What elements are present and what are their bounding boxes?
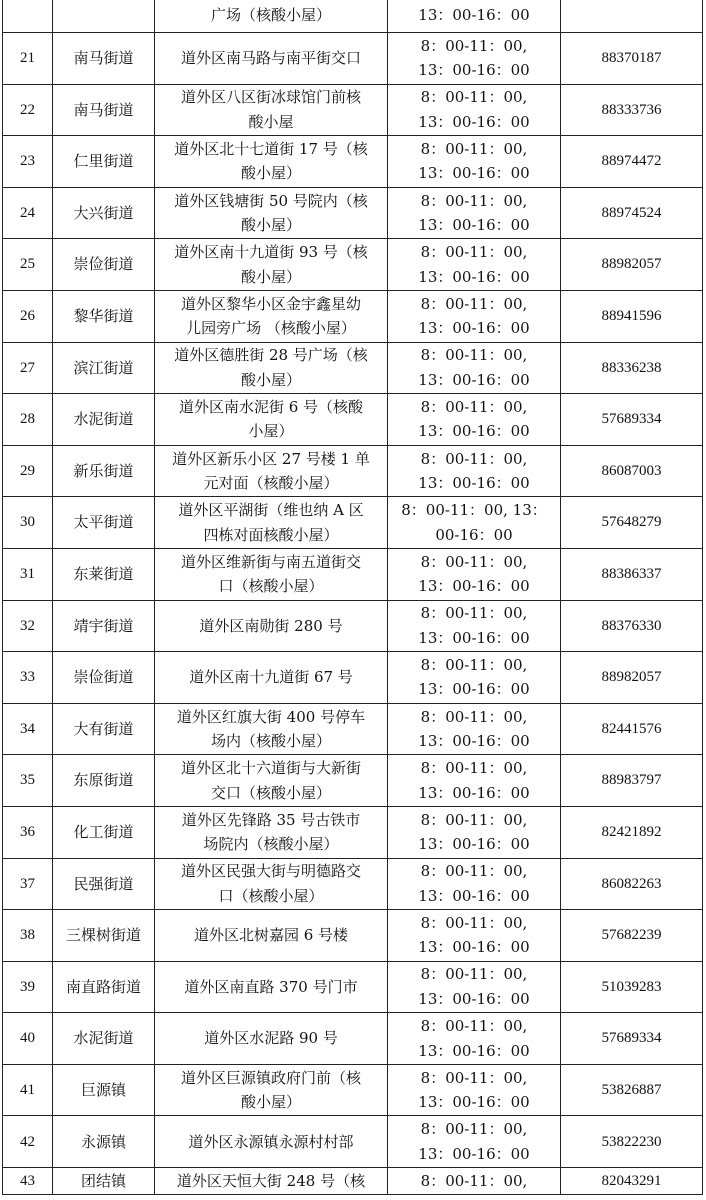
contact-phone: 82421892 bbox=[561, 806, 703, 858]
hours-line: 8：00-11：00, bbox=[420, 346, 528, 365]
table-row bbox=[3, 84, 703, 136]
street-name: 永源镇 bbox=[53, 1116, 155, 1168]
testing-address bbox=[155, 445, 388, 497]
contact-phone: 53826887 bbox=[561, 1064, 703, 1116]
hours-line: 13：00-16：00 bbox=[418, 577, 530, 596]
address-line: 道外区平湖街（维也纳 A 区 bbox=[178, 501, 364, 520]
street-name: 靖宇街道 bbox=[53, 600, 155, 652]
street-name: 水泥街道 bbox=[53, 394, 155, 446]
testing-address bbox=[155, 600, 388, 652]
row-number: 22 bbox=[3, 84, 53, 136]
contact-phone: 88983797 bbox=[561, 755, 703, 807]
table-row bbox=[3, 961, 703, 1013]
address-line: 酸小屋） bbox=[240, 216, 301, 235]
service-hours bbox=[388, 910, 561, 962]
contact-phone: 82441576 bbox=[561, 703, 703, 755]
contact-phone bbox=[561, 0, 703, 33]
address-line: 酸小屋） bbox=[240, 164, 301, 183]
table-row bbox=[3, 1168, 703, 1195]
hours-line: 8：00-11：00, bbox=[420, 913, 528, 932]
contact-phone: 88376330 bbox=[561, 600, 703, 652]
row-number: 38 bbox=[3, 910, 53, 962]
table-row bbox=[3, 1064, 703, 1116]
address-line: 道外区黎华小区金宇鑫星幼 bbox=[180, 294, 361, 313]
hours-line: 8：00-11：00, bbox=[420, 1017, 528, 1036]
street-name: 南直路街道 bbox=[53, 961, 155, 1013]
contact-phone: 88386337 bbox=[561, 548, 703, 600]
service-hours bbox=[388, 136, 561, 188]
row-number: 32 bbox=[3, 600, 53, 652]
testing-address bbox=[155, 1116, 388, 1168]
street-name: 太平街道 bbox=[53, 497, 155, 549]
row-number: 43 bbox=[3, 1168, 53, 1195]
street-name: 大有街道 bbox=[53, 703, 155, 755]
address-line: 酸小屋） bbox=[240, 1093, 301, 1112]
hours-line: 13：00-16：00 bbox=[418, 1144, 530, 1163]
address-line: 元对面（核酸小屋） bbox=[203, 474, 339, 493]
address-line: 道外区天恒大街 248 号（核 bbox=[176, 1171, 366, 1190]
testing-address bbox=[155, 703, 388, 755]
table-row bbox=[3, 806, 703, 858]
address-line: 四栋对面核酸小屋） bbox=[203, 525, 339, 544]
contact-phone: 88941596 bbox=[561, 290, 703, 342]
row-number: 27 bbox=[3, 342, 53, 394]
hours-line: 8：00-11：00, bbox=[420, 862, 528, 881]
contact-phone: 86087003 bbox=[561, 445, 703, 497]
service-hours bbox=[388, 548, 561, 600]
service-hours bbox=[388, 84, 561, 136]
service-hours bbox=[388, 755, 561, 807]
hours-line: 8：00-11：00, bbox=[420, 604, 528, 623]
service-hours bbox=[388, 497, 561, 549]
hours-line: 13：00-16：00 bbox=[418, 628, 530, 647]
service-hours bbox=[388, 445, 561, 497]
hours-line: 8：00-11：00, 13： bbox=[401, 501, 547, 520]
address-line: 道外区南十九道街 67 号 bbox=[189, 668, 353, 687]
testing-address bbox=[155, 136, 388, 188]
contact-phone: 88336238 bbox=[561, 342, 703, 394]
address-line: 道外区钱塘街 50 号院内（核 bbox=[174, 191, 368, 210]
street-name: 滨江街道 bbox=[53, 342, 155, 394]
contact-phone: 88974472 bbox=[561, 136, 703, 188]
address-line: 道外区水泥路 90 号 bbox=[204, 1029, 338, 1048]
hours-line: 13：00-16：00 bbox=[418, 680, 530, 699]
hours-line: 13：00-16：00 bbox=[418, 732, 530, 751]
street-name: 大兴街道 bbox=[53, 187, 155, 239]
contact-phone: 88333736 bbox=[561, 84, 703, 136]
testing-address bbox=[155, 84, 388, 136]
service-hours bbox=[388, 0, 561, 33]
table-row bbox=[3, 497, 703, 549]
service-hours bbox=[388, 600, 561, 652]
row-number bbox=[3, 0, 53, 33]
table-row bbox=[3, 703, 703, 755]
row-number: 25 bbox=[3, 239, 53, 291]
service-hours bbox=[388, 394, 561, 446]
hours-line: 00-16：00 bbox=[435, 525, 513, 544]
testing-address bbox=[155, 961, 388, 1013]
row-number: 28 bbox=[3, 394, 53, 446]
testing-address bbox=[155, 187, 388, 239]
hours-line: 13：00-16：00 bbox=[418, 989, 530, 1008]
street-name: 水泥街道 bbox=[53, 1013, 155, 1065]
contact-phone: 57648279 bbox=[561, 497, 703, 549]
address-line: 道外区南十九道街 93 号（核 bbox=[174, 243, 368, 262]
table-row bbox=[3, 187, 703, 239]
row-number: 33 bbox=[3, 652, 53, 704]
hours-line: 8：00-11：00, bbox=[420, 243, 528, 262]
service-hours bbox=[388, 239, 561, 291]
street-name: 巨源镇 bbox=[53, 1064, 155, 1116]
contact-phone: 57689334 bbox=[561, 1013, 703, 1065]
contact-phone: 57689334 bbox=[561, 394, 703, 446]
table-row bbox=[3, 652, 703, 704]
address-line: 道外区永源镇永源村村部 bbox=[188, 1132, 354, 1151]
address-line: 道外区巨源镇政府门前（核 bbox=[180, 1068, 361, 1087]
hours-line: 8：00-11：00, bbox=[420, 552, 528, 571]
row-number: 39 bbox=[3, 961, 53, 1013]
contact-phone: 53822230 bbox=[561, 1116, 703, 1168]
contact-phone: 88974524 bbox=[561, 187, 703, 239]
row-number: 40 bbox=[3, 1013, 53, 1065]
contact-phone: 57682239 bbox=[561, 910, 703, 962]
row-number: 37 bbox=[3, 858, 53, 910]
street-name bbox=[53, 0, 155, 33]
street-name: 民强街道 bbox=[53, 858, 155, 910]
address-line: 道外区北树嘉园 6 号楼 bbox=[193, 926, 349, 945]
address-line: 道外区先锋路 35 号古铁市 bbox=[181, 810, 361, 829]
testing-address bbox=[155, 858, 388, 910]
hours-line: 13：00-16：00 bbox=[418, 61, 530, 80]
address-line: 酸小屋） bbox=[240, 370, 301, 389]
testing-address bbox=[155, 1064, 388, 1116]
hours-line: 8：00-11：00, bbox=[420, 1120, 528, 1139]
hours-line: 13：00-16：00 bbox=[418, 164, 530, 183]
street-name: 南马街道 bbox=[53, 33, 155, 85]
hours-line: 13：00-16：00 bbox=[418, 886, 530, 905]
hours-line: 8：00-11：00, bbox=[420, 139, 528, 158]
service-hours bbox=[388, 33, 561, 85]
street-name: 南马街道 bbox=[53, 84, 155, 136]
hours-line: 8：00-11：00, bbox=[420, 810, 528, 829]
row-number: 29 bbox=[3, 445, 53, 497]
hours-line: 8：00-11：00, bbox=[420, 1171, 528, 1190]
hours-line: 13：00-16：00 bbox=[418, 783, 530, 802]
testing-address bbox=[155, 806, 388, 858]
hours-line: 8：00-11：00, bbox=[420, 36, 528, 55]
address-line: 儿园旁广场 （核酸小屋） bbox=[186, 319, 356, 338]
row-number: 23 bbox=[3, 136, 53, 188]
address-line: 道外区北十六道街与大新街 bbox=[180, 759, 361, 778]
hours-line: 8：00-11：00, bbox=[420, 191, 528, 210]
table-row bbox=[3, 33, 703, 85]
address-line: 交口（核酸小屋） bbox=[210, 783, 331, 802]
table-body bbox=[3, 0, 703, 1195]
address-line: 道外区南勋街 280 号 bbox=[199, 616, 343, 635]
hours-line: 8：00-11：00, bbox=[420, 1068, 528, 1087]
hours-line: 13：00-16：00 bbox=[418, 835, 530, 854]
testing-address bbox=[155, 652, 388, 704]
row-number: 31 bbox=[3, 548, 53, 600]
table-row bbox=[3, 548, 703, 600]
service-hours bbox=[388, 806, 561, 858]
hours-line: 8：00-11：00, bbox=[420, 965, 528, 984]
street-name: 黎华街道 bbox=[53, 290, 155, 342]
service-hours bbox=[388, 290, 561, 342]
table-row bbox=[3, 755, 703, 807]
street-name: 崇俭街道 bbox=[53, 652, 155, 704]
table-row bbox=[3, 1116, 703, 1168]
address-line: 道外区南直路 370 号门市 bbox=[184, 977, 358, 996]
table-row bbox=[3, 445, 703, 497]
testing-address bbox=[155, 1013, 388, 1065]
row-number: 30 bbox=[3, 497, 53, 549]
hours-line: 8：00-11：00, bbox=[420, 759, 528, 778]
street-name: 仁里街道 bbox=[53, 136, 155, 188]
testing-address bbox=[155, 0, 388, 33]
hours-line: 13：00-16：00 bbox=[418, 1093, 530, 1112]
address-line: 口（核酸小屋） bbox=[218, 886, 324, 905]
hours-line: 13：00-16：00 bbox=[418, 938, 530, 957]
row-number: 21 bbox=[3, 33, 53, 85]
service-hours bbox=[388, 858, 561, 910]
address-line: 小屋） bbox=[248, 422, 294, 441]
testing-sites-table bbox=[2, 0, 703, 1195]
address-line: 道外区北十七道街 17 号（核 bbox=[174, 139, 368, 158]
service-hours bbox=[388, 703, 561, 755]
table-row bbox=[3, 1013, 703, 1065]
hours-line: 8：00-11：00, bbox=[420, 655, 528, 674]
contact-phone: 82043291 bbox=[561, 1168, 703, 1195]
hours-line: 8：00-11：00, bbox=[420, 88, 528, 107]
address-line: 口（核酸小屋） bbox=[218, 577, 324, 596]
table-row bbox=[3, 910, 703, 962]
address-line: 广场（核酸小屋） bbox=[210, 6, 331, 25]
table-row bbox=[3, 342, 703, 394]
hours-line: 13：00-16：00 bbox=[418, 319, 530, 338]
address-line: 道外区八区街冰球馆门前核 bbox=[180, 88, 361, 107]
hours-line: 13：00-16：00 bbox=[418, 6, 530, 25]
testing-address bbox=[155, 394, 388, 446]
street-name: 团结镇 bbox=[53, 1168, 155, 1195]
table-row bbox=[3, 290, 703, 342]
street-name: 崇俭街道 bbox=[53, 239, 155, 291]
testing-address bbox=[155, 33, 388, 85]
row-number: 42 bbox=[3, 1116, 53, 1168]
address-line: 道外区南马路与南平街交口 bbox=[180, 49, 361, 68]
hours-line: 13：00-16：00 bbox=[418, 1041, 530, 1060]
hours-line: 8：00-11：00, bbox=[420, 294, 528, 313]
row-number: 24 bbox=[3, 187, 53, 239]
street-name: 东原街道 bbox=[53, 755, 155, 807]
street-name: 新乐街道 bbox=[53, 445, 155, 497]
address-line: 道外区维新街与南五道街交 bbox=[180, 552, 361, 571]
table-row bbox=[3, 394, 703, 446]
testing-address bbox=[155, 290, 388, 342]
hours-line: 13：00-16：00 bbox=[418, 112, 530, 131]
service-hours bbox=[388, 961, 561, 1013]
address-line: 道外区民强大街与明德路交 bbox=[180, 862, 361, 881]
address-line: 道外区新乐小区 27 号楼 1 单 bbox=[172, 449, 370, 468]
testing-address bbox=[155, 239, 388, 291]
testing-address bbox=[155, 342, 388, 394]
testing-address bbox=[155, 1168, 388, 1195]
address-line: 道外区南水泥街 6 号（核酸 bbox=[178, 397, 364, 416]
service-hours bbox=[388, 187, 561, 239]
row-number: 26 bbox=[3, 290, 53, 342]
hours-line: 13：00-16：00 bbox=[418, 267, 530, 286]
testing-address bbox=[155, 910, 388, 962]
row-number: 35 bbox=[3, 755, 53, 807]
contact-phone: 51039283 bbox=[561, 961, 703, 1013]
service-hours bbox=[388, 1064, 561, 1116]
testing-address bbox=[155, 497, 388, 549]
contact-phone: 88370187 bbox=[561, 33, 703, 85]
hours-line: 13：00-16：00 bbox=[418, 422, 530, 441]
row-number: 36 bbox=[3, 806, 53, 858]
contact-phone: 88982057 bbox=[561, 239, 703, 291]
service-hours bbox=[388, 1013, 561, 1065]
hours-line: 13：00-16：00 bbox=[418, 370, 530, 389]
service-hours bbox=[388, 1116, 561, 1168]
table-row bbox=[3, 239, 703, 291]
street-name: 东莱街道 bbox=[53, 548, 155, 600]
hours-line: 8：00-11：00, bbox=[420, 449, 528, 468]
hours-line: 13：00-16：00 bbox=[418, 474, 530, 493]
address-line: 酸小屋） bbox=[240, 267, 301, 286]
service-hours bbox=[388, 342, 561, 394]
address-line: 道外区红旗大街 400 号停车 bbox=[176, 707, 366, 726]
street-name: 三棵树街道 bbox=[53, 910, 155, 962]
address-line: 场院内（核酸小屋） bbox=[203, 835, 339, 854]
address-line: 酸小屋 bbox=[248, 112, 294, 131]
address-line: 场内（核酸小屋） bbox=[210, 732, 331, 751]
contact-phone: 88982057 bbox=[561, 652, 703, 704]
hours-line: 8：00-11：00, bbox=[420, 397, 528, 416]
row-number: 34 bbox=[3, 703, 53, 755]
service-hours bbox=[388, 1168, 561, 1195]
hours-line: 8：00-11：00, bbox=[420, 707, 528, 726]
table-row bbox=[3, 0, 703, 33]
contact-phone: 86082263 bbox=[561, 858, 703, 910]
service-hours bbox=[388, 652, 561, 704]
street-name: 化工街道 bbox=[53, 806, 155, 858]
table-row bbox=[3, 136, 703, 188]
testing-address bbox=[155, 548, 388, 600]
table-row bbox=[3, 600, 703, 652]
hours-line: 13：00-16：00 bbox=[418, 216, 530, 235]
row-number: 41 bbox=[3, 1064, 53, 1116]
table-row bbox=[3, 858, 703, 910]
testing-address bbox=[155, 755, 388, 807]
address-line: 道外区德胜街 28 号广场（核 bbox=[174, 346, 368, 365]
